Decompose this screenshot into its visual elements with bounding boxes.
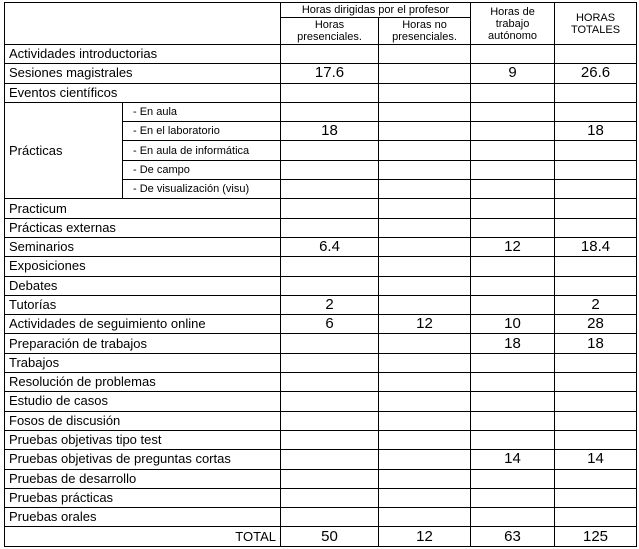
table-row <box>5 276 637 295</box>
autonomo-cell <box>471 508 555 527</box>
no-presenciales-cell <box>379 45 471 64</box>
practicas-sub-label: - En el laboratorio <box>123 122 281 141</box>
hours-table <box>4 2 637 547</box>
header-autonomo: Horas de trabajo autónomo <box>471 3 555 45</box>
presenciales-cell <box>281 141 379 160</box>
total-cell: 18 <box>555 122 637 141</box>
header-empty-cell <box>5 3 281 45</box>
no-presenciales-cell <box>379 237 471 256</box>
no-presenciales-cell <box>379 64 471 83</box>
no-presenciales-cell <box>379 199 471 218</box>
total-cell <box>555 469 637 488</box>
activity-label: Trabajos <box>5 353 281 372</box>
autonomo-cell <box>471 469 555 488</box>
presenciales-cell: 6.4 <box>281 237 379 256</box>
total-cell: 18 <box>555 334 637 353</box>
autonomo-cell <box>471 488 555 507</box>
activity-label: Pruebas prácticas <box>5 488 281 507</box>
practicas-sub-label: - En aula <box>123 102 281 121</box>
presenciales-cell <box>281 276 379 295</box>
total-row <box>5 527 637 546</box>
table-row <box>5 295 637 314</box>
no-presenciales-cell <box>379 392 471 411</box>
activity-label: Practicum <box>5 199 281 218</box>
no-presenciales-cell <box>379 295 471 314</box>
autonomo-cell: 12 <box>471 237 555 256</box>
autonomo-cell: 10 <box>471 315 555 334</box>
total-cell: 14 <box>555 450 637 469</box>
presenciales-cell <box>281 430 379 449</box>
total-cell <box>555 180 637 199</box>
no-presenciales-cell <box>379 488 471 507</box>
total-cell: 26.6 <box>555 64 637 83</box>
autonomo-cell <box>471 218 555 237</box>
activity-label: Actividades de seguimiento online <box>5 315 281 334</box>
table-row <box>5 488 637 507</box>
table-row <box>5 83 637 102</box>
presenciales-cell: 6 <box>281 315 379 334</box>
table-row <box>5 64 637 83</box>
autonomo-cell <box>471 392 555 411</box>
no-presenciales-cell <box>379 469 471 488</box>
total-cell <box>555 45 637 64</box>
table-row <box>5 411 637 430</box>
autonomo-cell <box>471 199 555 218</box>
activity-label: Tutorías <box>5 295 281 314</box>
no-presenciales-cell: 12 <box>379 315 471 334</box>
autonomo-cell <box>471 122 555 141</box>
activity-label: Actividades introductorias <box>5 45 281 64</box>
autonomo-cell <box>471 83 555 102</box>
table-row <box>5 257 637 276</box>
table-row <box>5 45 637 64</box>
autonomo-cell <box>471 353 555 372</box>
total-cell <box>555 218 637 237</box>
no-presenciales-cell <box>379 353 471 372</box>
table-row <box>5 237 637 256</box>
presenciales-cell: 2 <box>281 295 379 314</box>
practicas-sub-label: - En aula de informática <box>123 141 281 160</box>
autonomo-cell <box>471 257 555 276</box>
total-cell: 28 <box>555 315 637 334</box>
total-cell <box>555 430 637 449</box>
activity-label: Pruebas de desarrollo <box>5 469 281 488</box>
presenciales-cell <box>281 83 379 102</box>
activity-label: Prácticas externas <box>5 218 281 237</box>
no-presenciales-cell <box>379 508 471 527</box>
activity-label: Pruebas objetivas tipo test <box>5 430 281 449</box>
presenciales-cell <box>281 199 379 218</box>
total-cell <box>555 257 637 276</box>
presenciales-cell <box>281 180 379 199</box>
no-presenciales-cell <box>379 276 471 295</box>
autonomo-cell <box>471 45 555 64</box>
presenciales-cell <box>281 411 379 430</box>
table-row <box>5 392 637 411</box>
autonomo-cell <box>471 373 555 392</box>
no-presenciales-cell <box>379 83 471 102</box>
presenciales-cell <box>281 373 379 392</box>
header-group-label: Horas dirigidas por el profesor <box>281 3 471 18</box>
table-row <box>5 508 637 527</box>
header-totales: HORAS TOTALES <box>555 3 637 45</box>
total-label: TOTAL <box>5 527 281 546</box>
activity-label: Estudio de casos <box>5 392 281 411</box>
table-row <box>5 334 637 353</box>
autonomo-cell <box>471 411 555 430</box>
autonomo-cell: 63 <box>471 527 555 546</box>
table-row <box>5 102 637 121</box>
activity-label: Exposiciones <box>5 257 281 276</box>
table-row <box>5 373 637 392</box>
presenciales-cell <box>281 392 379 411</box>
table-row <box>5 353 637 372</box>
presenciales-cell <box>281 508 379 527</box>
practicas-sub-label: - De campo <box>123 160 281 179</box>
autonomo-cell: 18 <box>471 334 555 353</box>
total-cell <box>555 508 637 527</box>
presenciales-cell <box>281 218 379 237</box>
practicas-label: Prácticas <box>5 102 123 198</box>
autonomo-cell <box>471 180 555 199</box>
autonomo-cell <box>471 160 555 179</box>
practicas-sub-label: - De visualización (visu) <box>123 180 281 199</box>
presenciales-cell <box>281 102 379 121</box>
header-no-presenciales: Horas no presenciales. <box>379 18 471 45</box>
activity-label: Preparación de trabajos <box>5 334 281 353</box>
presenciales-cell <box>281 469 379 488</box>
table-row <box>5 199 637 218</box>
activity-label: Eventos científicos <box>5 83 281 102</box>
autonomo-cell <box>471 141 555 160</box>
autonomo-cell <box>471 295 555 314</box>
autonomo-cell: 9 <box>471 64 555 83</box>
activity-label: Fosos de discusión <box>5 411 281 430</box>
no-presenciales-cell <box>379 430 471 449</box>
presenciales-cell <box>281 45 379 64</box>
activity-label: Pruebas objetivas de preguntas cortas <box>5 450 281 469</box>
table-row <box>5 469 637 488</box>
total-cell: 2 <box>555 295 637 314</box>
total-cell: 125 <box>555 527 637 546</box>
no-presenciales-cell <box>379 160 471 179</box>
total-cell: 18.4 <box>555 237 637 256</box>
activity-label: Pruebas orales <box>5 508 281 527</box>
autonomo-cell <box>471 430 555 449</box>
table-row <box>5 450 637 469</box>
no-presenciales-cell <box>379 411 471 430</box>
total-cell <box>555 353 637 372</box>
header-row-1 <box>5 3 637 18</box>
total-cell <box>555 373 637 392</box>
presenciales-cell: 17.6 <box>281 64 379 83</box>
autonomo-cell <box>471 276 555 295</box>
table-row <box>5 218 637 237</box>
presenciales-cell <box>281 353 379 372</box>
total-cell <box>555 83 637 102</box>
no-presenciales-cell <box>379 141 471 160</box>
autonomo-cell <box>471 102 555 121</box>
total-cell <box>555 488 637 507</box>
activity-label: Debates <box>5 276 281 295</box>
no-presenciales-cell <box>379 257 471 276</box>
no-presenciales-cell <box>379 218 471 237</box>
total-cell <box>555 276 637 295</box>
presenciales-cell <box>281 257 379 276</box>
table-row <box>5 430 637 449</box>
presenciales-cell <box>281 160 379 179</box>
total-cell <box>555 411 637 430</box>
presenciales-cell <box>281 450 379 469</box>
presenciales-cell: 50 <box>281 527 379 546</box>
total-cell <box>555 160 637 179</box>
no-presenciales-cell <box>379 450 471 469</box>
no-presenciales-cell <box>379 102 471 121</box>
presenciales-cell <box>281 488 379 507</box>
activity-label: Resolución de problemas <box>5 373 281 392</box>
no-presenciales-cell <box>379 122 471 141</box>
no-presenciales-cell: 12 <box>379 527 471 546</box>
total-cell <box>555 102 637 121</box>
presenciales-cell <box>281 334 379 353</box>
no-presenciales-cell <box>379 334 471 353</box>
no-presenciales-cell <box>379 180 471 199</box>
autonomo-cell: 14 <box>471 450 555 469</box>
presenciales-cell: 18 <box>281 122 379 141</box>
total-cell <box>555 199 637 218</box>
total-cell <box>555 141 637 160</box>
total-cell <box>555 392 637 411</box>
header-presenciales: Horas presenciales. <box>281 18 379 45</box>
activity-label: Sesiones magistrales <box>5 64 281 83</box>
no-presenciales-cell <box>379 373 471 392</box>
activity-label: Seminarios <box>5 237 281 256</box>
table-row <box>5 315 637 334</box>
